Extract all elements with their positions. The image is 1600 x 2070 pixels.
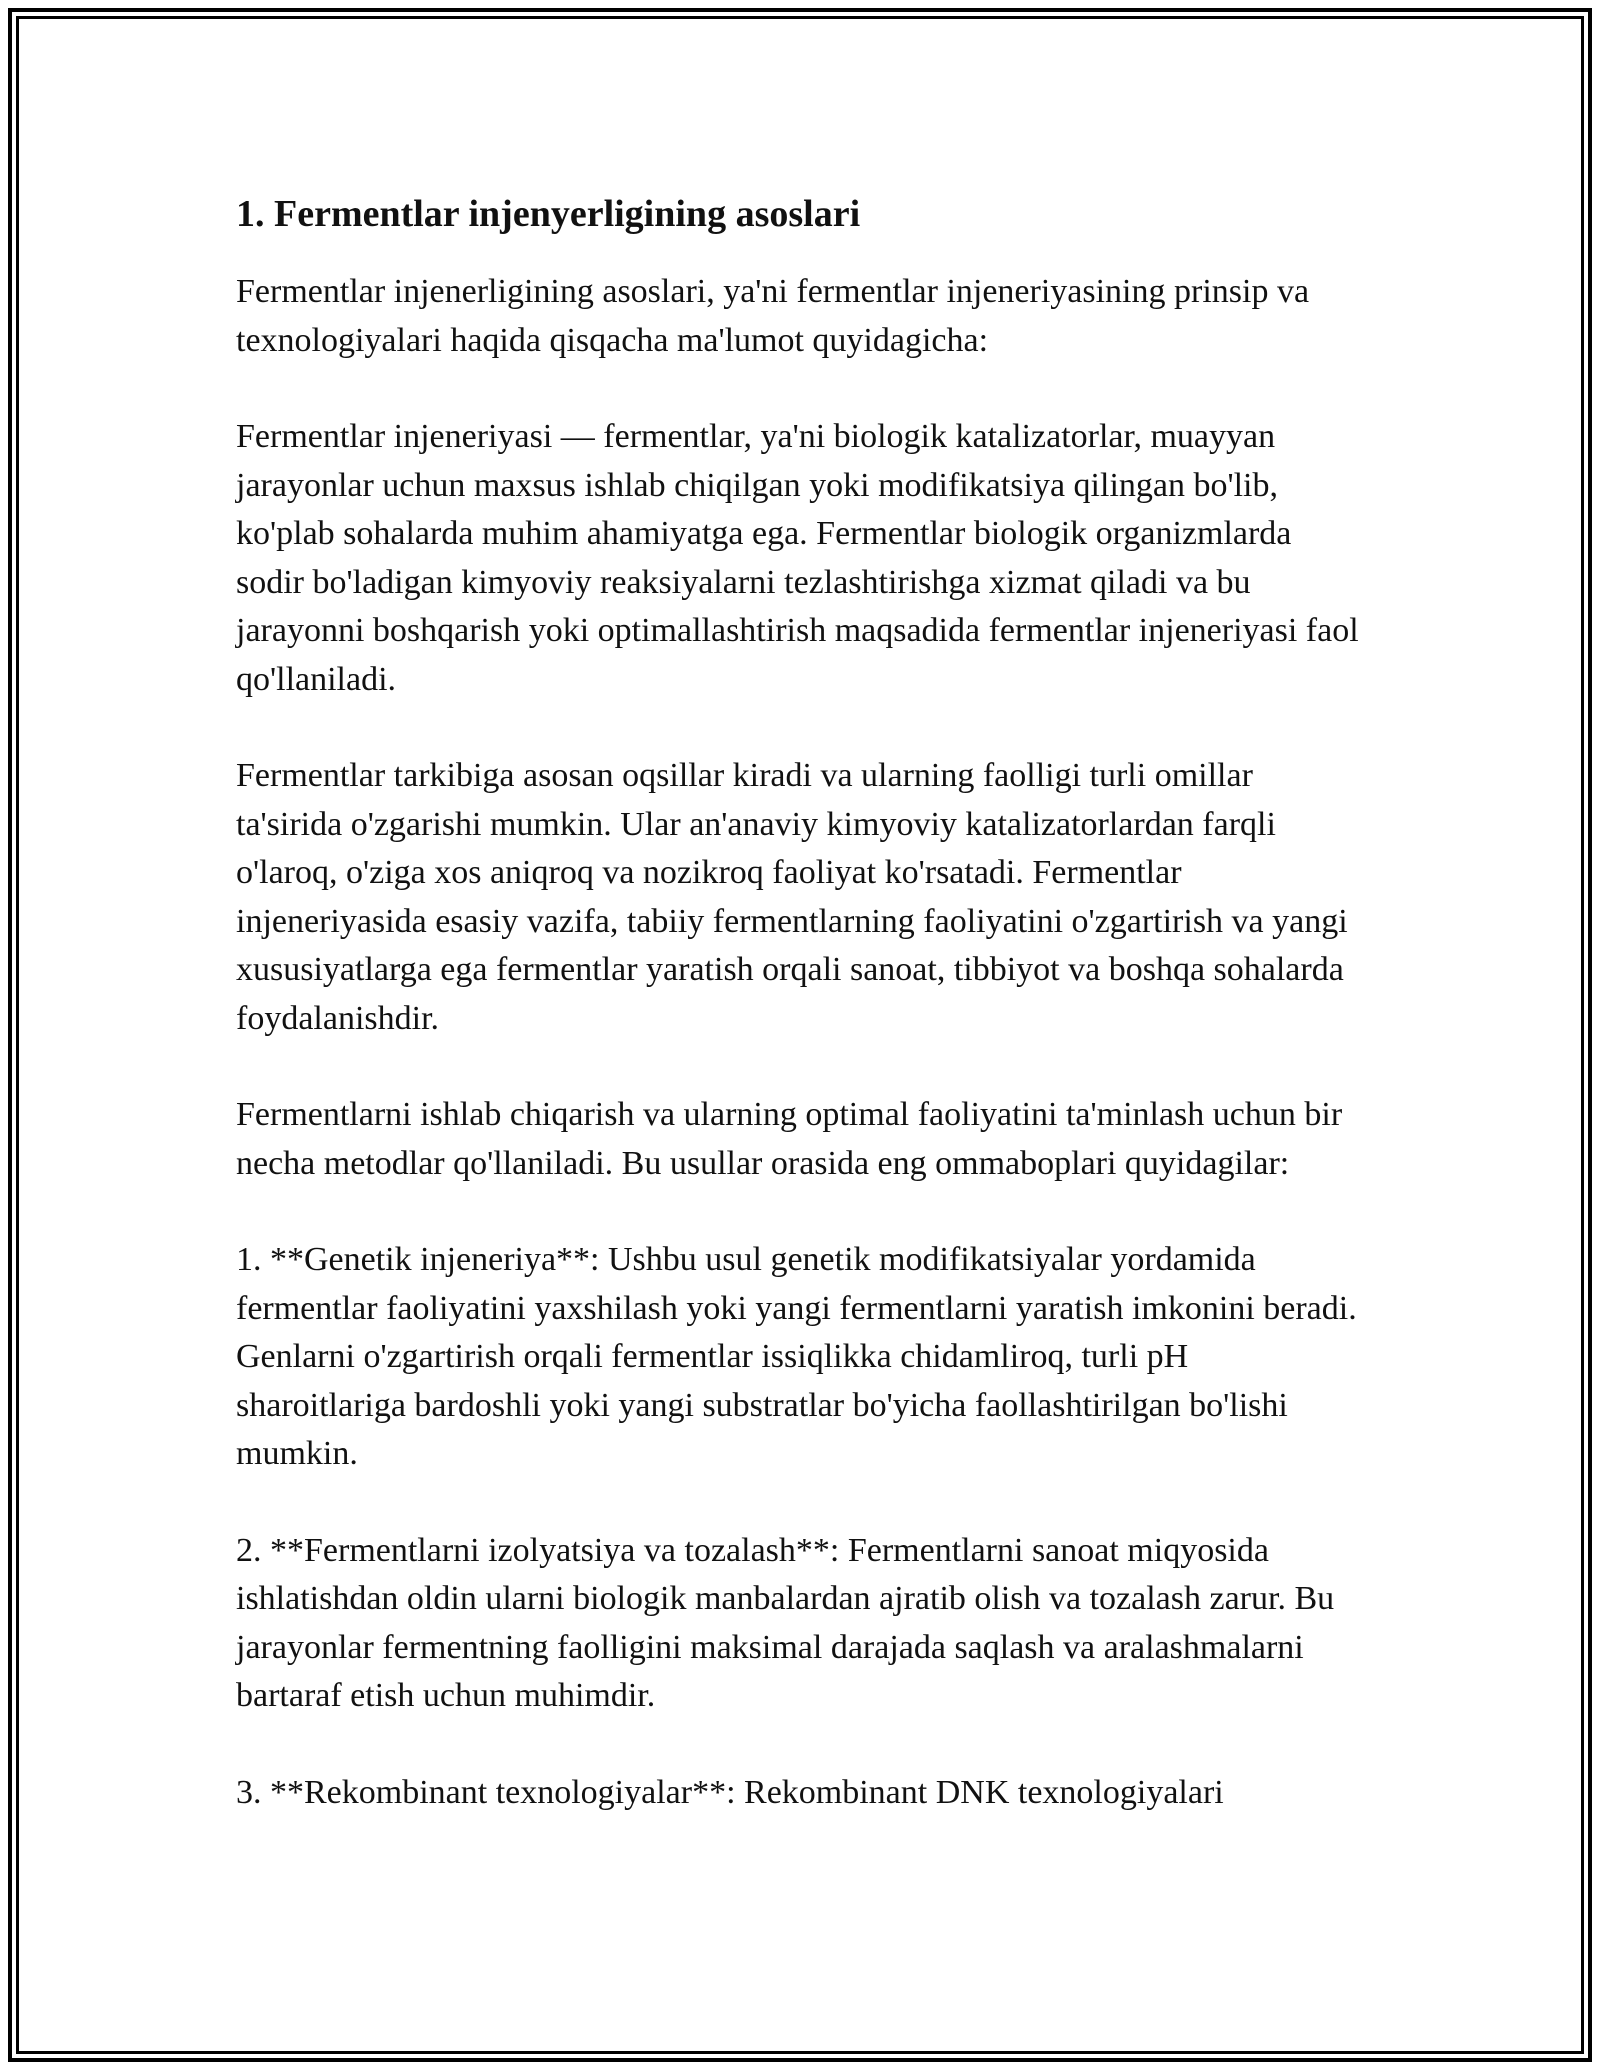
document-body [236, 186, 1366, 1865]
paragraph-composition: Fermentlar tarkibiga asosan oqsillar kiradi va ularning faolligi turli omillar ta'sirida o'zgarishi mumkin. Ular an'anaviy kimyoviy katalizatorlardan farqli o'laroq, o'ziga xos aniqroq va nozikroq faoliyat ko'rsatadi. Fermentlar injeneriyasida esasiy vazifa, tabiiy fermentlarning faoliyatini o'zgartirish va yangi xususiyatlarga ega fermentlar yaratish orqali sanoat, tibbiyot va boshqa sohalarda foydalanishdir. [236, 757, 1348, 1037]
paragraph-intro: Fermentlar injenerligining asoslari, ya'ni fermentlar injeneriyasining prinsip va texnologiyalari haqida qisqacha ma'lumot quyidagicha: [236, 273, 1310, 359]
paragraph-definition: Fermentlar injeneriyasi — fermentlar, ya'ni biologik katalizatorlar, muayyan jarayonlar uchun maxsus ishlab chiqilgan yoki modifikatsiya qilingan bo'lib, ko'plab sohalarda muhim ahamiyatga ega. Fermentlar biologik organizmlarda sodir bo'ladigan kimyoviy reaksiyalarni tezlashtirishga xizmat qiladi va bu jarayonni boshqarish yoki optimallashtirish maqsadida fermentlar injeneriyasi faol qo'llaniladi. [236, 418, 1359, 698]
section-heading: 1. Fermentlar injenyerligining asoslari [236, 193, 861, 235]
list-item-isolation-purification: 2. **Fermentlarni izolyatsiya va tozalash**: Fermentlarni sanoat miqyosida ishlatishdan oldin ularni biologik manbalardan ajratib olish va tozalash zarur. Bu jarayonlar fermentning faolligini maksimal darajada saqlash va aralashmalarni bartaraf etish uchun muhimdir. [236, 1531, 1335, 1714]
list-item-recombinant-technologies: 3. **Rekombinant texnologiyalar**: Rekombinant DNK texnologiyalari [236, 1773, 1224, 1811]
list-item-genetic-engineering: 1. **Genetik injeneriya**: Ushbu usul genetik modifikatsiyalar yordamida fermentlar faoliyatini yaxshilash yoki yangi fermentlarni yaratish imkonini beradi. Genlarni o'zgartirish orqali fermentlar issiqlikka chidamliroq, turli pH sharoitlariga bardoshli yoki yangi substratlar bo'yicha faollashtirilgan bo'lishi mumkin. [236, 1241, 1357, 1472]
paragraph-methods-intro: Fermentlarni ishlab chiqarish va ularning optimal faoliyatini ta'minlash uchun bir necha metodlar qo'llaniladi. Bu usullar orasida eng ommaboplari quyidagilar: [236, 1096, 1343, 1182]
